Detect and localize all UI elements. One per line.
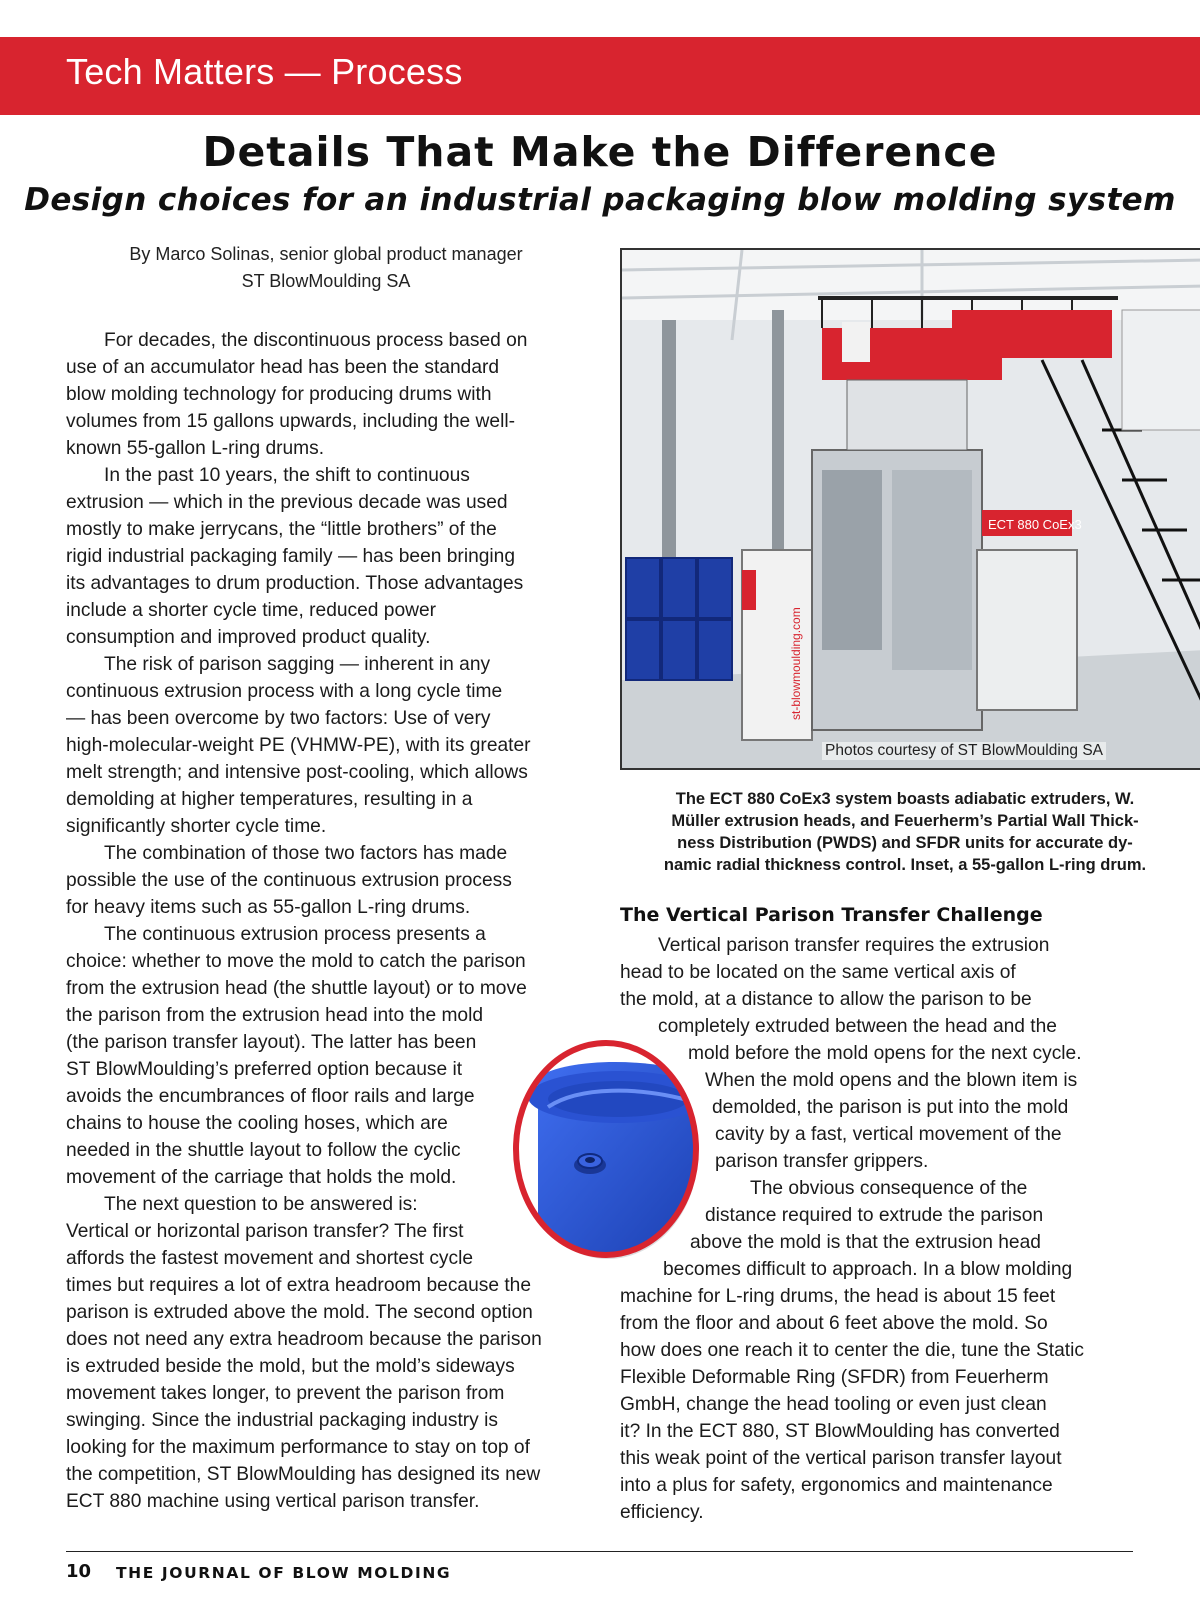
text-line: completely extruded between the head and the <box>658 1016 1057 1037</box>
text-line: avoids the encumbrances of floor rails and large <box>66 1086 475 1107</box>
text-line: demolding at higher temperatures, resulting in a <box>66 789 473 810</box>
machine-side-text: st-blowmoulding.com <box>789 607 803 720</box>
text-line: the mold, at a distance to allow the parison to be <box>620 989 1032 1010</box>
text-line: Flexible Deformable Ring (SFDR) from Feuerherm <box>620 1367 1049 1388</box>
text-line: swinging. Since the industrial packaging industry is <box>66 1410 498 1431</box>
banner-title: Tech Matters — Process <box>66 51 463 92</box>
text-line: mold before the mold opens for the next cycle. <box>688 1043 1082 1064</box>
text-line: the competition, ST BlowMoulding has designed its new <box>66 1464 541 1485</box>
text-line: include a shorter cycle time, reduced power <box>66 600 437 621</box>
text-line: The continuous extrusion process presents a <box>104 924 486 945</box>
section-banner <box>0 37 1200 115</box>
text-line: The obvious consequence of the <box>750 1178 1028 1199</box>
footer-rule <box>66 1551 1133 1552</box>
text-line: times but requires a lot of extra headroom because the <box>66 1275 532 1296</box>
text-line: needed in the shuttle layout to follow the cyclic <box>66 1140 461 1161</box>
text-line: choice: whether to move the mold to catch the parison <box>66 951 526 972</box>
text-line: mostly to make jerrycans, the “little brothers” of the <box>66 519 497 540</box>
article-subtitle: Design choices for an industrial packaging blow molding system <box>24 182 1176 218</box>
page-number: 10 <box>66 1561 92 1582</box>
caption-line: ness Distribution (PWDS) and SFDR units for accurate dy- <box>677 834 1133 852</box>
text-line: parison transfer grippers. <box>715 1151 929 1172</box>
text-line: how does one reach it to center the die, tune the Static <box>620 1340 1084 1361</box>
text-line: significantly shorter cycle time. <box>66 816 327 837</box>
text-line: ST BlowMoulding’s preferred option because it <box>66 1059 463 1080</box>
text-line: head to be located on the same vertical axis of <box>620 962 1016 983</box>
text-line: for heavy items such as 55-gallon L-ring drums. <box>66 897 471 918</box>
byline-company: ST BlowMoulding SA <box>241 271 411 291</box>
text-line: distance required to extrude the parison <box>705 1205 1044 1226</box>
text-line: continuous extrusion process with a long cycle time <box>66 681 503 702</box>
text-line: machine for L-ring drums, the head is about 15 feet <box>620 1286 1056 1307</box>
text-line: Vertical parison transfer requires the extrusion <box>658 935 1050 956</box>
text-line: (the parison transfer layout). The latter has been <box>66 1032 477 1053</box>
text-line: movement of the carriage that holds the mold. <box>66 1167 457 1188</box>
text-line: consumption and improved product quality. <box>66 627 431 648</box>
text-line: ECT 880 machine using vertical parison transfer. <box>66 1491 480 1512</box>
text-line: does not need any extra headroom because the parison <box>66 1329 542 1350</box>
photo-credit: Photos courtesy of ST BlowMoulding SA <box>822 742 1106 760</box>
text-line: from the extrusion head (the shuttle layout) or to move <box>66 978 527 999</box>
text-line: it? In the ECT 880, ST BlowMoulding has converted <box>620 1421 1060 1442</box>
text-line: into a plus for safety, ergonomics and maintenance <box>620 1475 1053 1496</box>
text-line: from the floor and about 6 feet above the mold. So <box>620 1313 1048 1334</box>
text-line: For decades, the discontinuous process based on <box>104 330 528 351</box>
text-line: above the mold is that the extrusion head <box>690 1232 1041 1253</box>
machine-illustration <box>622 250 1200 768</box>
section-heading: The Vertical Parison Transfer Challenge <box>620 904 1043 926</box>
text-line: becomes difficult to approach. In a blow molding <box>663 1259 1073 1280</box>
text-line: The combination of those two factors has made <box>104 843 508 864</box>
text-line: use of an accumulator head has been the standard <box>66 357 500 378</box>
drum-illustration <box>508 1037 704 1261</box>
text-line: When the mold opens and the blown item is <box>705 1070 1078 1091</box>
text-line: its advantages to drum production. Those advantages <box>66 573 524 594</box>
text-line: known 55-gallon L-ring drums. <box>66 438 325 459</box>
text-line: possible the use of the continuous extrusion process <box>66 870 512 891</box>
text-line: In the past 10 years, the shift to continuous <box>104 465 470 486</box>
text-line: movement takes longer, to prevent the parison from <box>66 1383 505 1404</box>
text-line: extrusion — which in the previous decade was used <box>66 492 508 513</box>
text-line: The next question to be answered is: <box>104 1194 418 1215</box>
text-line: GmbH, change the head tooling or even just clean <box>620 1394 1047 1415</box>
text-line: looking for the maximum performance to stay on top of <box>66 1437 530 1458</box>
caption-line: The ECT 880 CoEx3 system boasts adiabatic extruders, W. <box>675 790 1135 808</box>
text-line: rigid industrial packaging family — has been bringing <box>66 546 516 567</box>
text-line: is extruded beside the mold, but the mold’s sideways <box>66 1356 515 1377</box>
machine-photo <box>620 248 1200 770</box>
drum-inset-image <box>508 1037 704 1261</box>
byline-author: By Marco Solinas, senior global product manager <box>129 244 523 264</box>
article-title: Details That Make the Difference <box>202 128 998 176</box>
text-line: efficiency. <box>620 1502 704 1523</box>
text-line: demolded, the parison is put into the mold <box>712 1097 1069 1118</box>
text-line: volumes from 15 gallons upwards, including the well- <box>66 411 515 432</box>
text-line: chains to house the cooling hoses, which are <box>66 1113 448 1134</box>
text-line: high-molecular-weight PE (VHMW-PE), with its greater <box>66 735 531 756</box>
text-line: the parison from the extrusion head into the mold <box>66 1005 484 1026</box>
machine-label: ECT 880 CoEx3 <box>988 517 1082 532</box>
text-line: Vertical or horizontal parison transfer? The first <box>66 1221 464 1242</box>
text-line: affords the fastest movement and shortest cycle <box>66 1248 474 1269</box>
text-line: this weak point of the vertical parison transfer layout <box>620 1448 1062 1469</box>
caption-line: namic radial thickness control. Inset, a 55-gallon L-ring drum. <box>663 856 1147 874</box>
text-line: parison is extruded above the mold. The second option <box>66 1302 533 1323</box>
text-line: blow molding technology for producing drums with <box>66 384 492 405</box>
journal-name: THE JOURNAL OF BLOW MOLDING <box>116 1564 452 1582</box>
text-line: melt strength; and intensive post-cooling, which allows <box>66 762 528 783</box>
caption-line: Müller extrusion heads, and Feuerherm’s Partial Wall Thick- <box>671 812 1139 830</box>
text-line: — has been overcome by two factors: Use of very <box>66 708 491 729</box>
text-line: cavity by a fast, vertical movement of the <box>715 1124 1062 1145</box>
text-line: The risk of parison sagging — inherent in any <box>104 654 491 675</box>
